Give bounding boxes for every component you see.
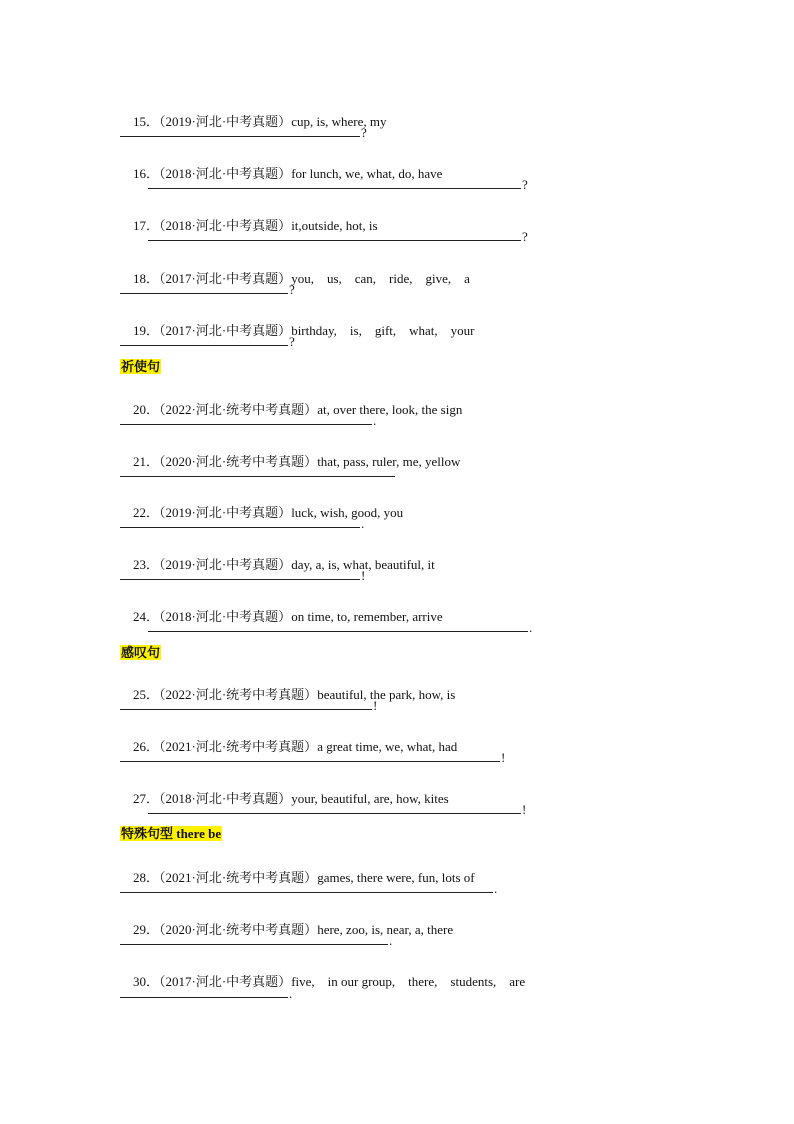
question-words: a great time, we, what, had xyxy=(317,739,458,754)
question-words: that, pass, ruler, me, yellow xyxy=(317,454,461,469)
question-words: cup, is, where, my xyxy=(291,114,387,129)
end-punctuation: . xyxy=(494,881,498,896)
answer-line-23[interactable] xyxy=(120,567,365,584)
end-punctuation: ? xyxy=(361,125,367,140)
heading-highlight: 祈使句 xyxy=(121,359,161,374)
question-source: （2021·河北·统考中考真题） xyxy=(159,739,318,754)
end-punctuation: ? xyxy=(289,282,295,297)
question-number: 20． xyxy=(133,402,160,417)
answer-line-15[interactable] xyxy=(120,124,367,141)
question-words: beautiful, the park, how, is xyxy=(317,687,456,702)
answer-blank[interactable] xyxy=(120,880,493,893)
question-source: （2019·河北·中考真题） xyxy=(159,505,292,520)
end-punctuation: ! xyxy=(501,750,506,765)
question-source: （2021·河北·统考中考真题） xyxy=(159,870,318,885)
question-source: （2019·河北·中考真题） xyxy=(159,114,292,129)
question-words: you, us, can, ride, give, a xyxy=(291,271,470,286)
answer-line-18[interactable] xyxy=(120,281,295,298)
answer-blank[interactable] xyxy=(120,464,395,477)
answer-blank[interactable] xyxy=(120,749,500,762)
section-heading-imperative xyxy=(120,358,161,375)
question-number: 28． xyxy=(133,870,160,885)
question-number: 27． xyxy=(133,791,160,806)
end-punctuation: ! xyxy=(522,802,527,817)
question-number: 17． xyxy=(133,218,160,233)
question-words: it,outside, hot, is xyxy=(291,218,378,233)
end-punctuation: . xyxy=(373,413,377,428)
answer-blank[interactable] xyxy=(120,985,288,998)
question-number: 26． xyxy=(133,739,160,754)
answer-line-27[interactable] xyxy=(148,801,526,818)
end-punctuation: . xyxy=(361,516,365,531)
heading-highlight: 特殊句型 there be xyxy=(121,826,222,841)
end-punctuation: ? xyxy=(522,177,528,192)
question-source: （2017·河北·中考真题） xyxy=(159,974,292,989)
question-source: （2018·河北·中考真题） xyxy=(159,218,292,233)
question-number: 30． xyxy=(133,974,160,989)
end-punctuation: ! xyxy=(361,568,366,583)
answer-line-30[interactable] xyxy=(120,985,292,1002)
answer-blank[interactable] xyxy=(148,801,521,814)
question-source: （2020·河北·统考中考真题） xyxy=(159,454,318,469)
answer-blank[interactable] xyxy=(148,619,528,632)
answer-line-16[interactable] xyxy=(148,176,528,193)
end-punctuation: . xyxy=(389,933,393,948)
question-words: your, beautiful, are, how, kites xyxy=(291,791,449,806)
question-source: （2017·河北·中考真题） xyxy=(159,271,292,286)
heading-highlight: 感叹句 xyxy=(121,645,161,660)
question-number: 29． xyxy=(133,922,160,937)
question-number: 16． xyxy=(133,166,160,181)
question-source: （2022·河北·统考中考真题） xyxy=(159,687,318,702)
question-words: luck, wish, good, you xyxy=(291,505,404,520)
answer-line-22[interactable] xyxy=(120,515,364,532)
answer-line-29[interactable] xyxy=(120,932,392,949)
question-number: 21． xyxy=(133,454,160,469)
question-number: 25． xyxy=(133,687,160,702)
question-number: 19． xyxy=(133,323,160,338)
question-words: at, over there, look, the sign xyxy=(317,402,463,417)
question-words: here, zoo, is, near, a, there xyxy=(317,922,454,937)
question-source: （2018·河北·中考真题） xyxy=(159,609,292,624)
question-number: 22． xyxy=(133,505,160,520)
answer-blank[interactable] xyxy=(120,333,288,346)
question-number: 23． xyxy=(133,557,160,572)
question-words: birthday, is, gift, what, your xyxy=(291,323,475,338)
section-heading-exclamatory xyxy=(120,644,161,661)
answer-line-20[interactable] xyxy=(120,412,376,429)
question-number: 24． xyxy=(133,609,160,624)
answer-line-24[interactable] xyxy=(148,619,532,636)
answer-line-28[interactable] xyxy=(120,880,497,897)
question-words: five, in our group, there, students, are xyxy=(291,974,526,989)
answer-blank[interactable] xyxy=(120,281,288,294)
question-words: on time, to, remember, arrive xyxy=(291,609,443,624)
question-source: （2022·河北·统考中考真题） xyxy=(159,402,318,417)
answer-blank[interactable] xyxy=(120,124,360,137)
end-punctuation: ? xyxy=(289,334,295,349)
answer-line-17[interactable] xyxy=(148,228,528,245)
question-source: （2017·河北·中考真题） xyxy=(159,323,292,338)
answer-blank[interactable] xyxy=(120,697,372,710)
question-source: （2018·河北·中考真题） xyxy=(159,791,292,806)
end-punctuation: ? xyxy=(522,229,528,244)
end-punctuation: . xyxy=(529,620,533,635)
answer-blank[interactable] xyxy=(120,932,388,945)
question-source: （2019·河北·中考真题） xyxy=(159,557,292,572)
question-number: 18． xyxy=(133,271,160,286)
answer-blank[interactable] xyxy=(148,176,521,189)
question-words: games, there were, fun, lots of xyxy=(317,870,475,885)
answer-blank[interactable] xyxy=(148,228,521,241)
question-source: （2020·河北·统考中考真题） xyxy=(159,922,318,937)
end-punctuation: . xyxy=(289,986,293,1001)
question-source: （2018·河北·中考真题） xyxy=(159,166,292,181)
end-punctuation: ! xyxy=(373,698,378,713)
answer-line-21[interactable] xyxy=(120,464,396,481)
answer-blank[interactable] xyxy=(120,515,360,528)
section-heading-there-be xyxy=(120,825,222,842)
answer-line-19[interactable] xyxy=(120,333,295,350)
question-number: 15． xyxy=(133,114,160,129)
answer-blank[interactable] xyxy=(120,567,360,580)
question-words: for lunch, we, what, do, have xyxy=(291,166,443,181)
question-words: day, a, is, what, beautiful, it xyxy=(291,557,435,572)
answer-blank[interactable] xyxy=(120,412,372,425)
answer-line-25[interactable] xyxy=(120,697,377,714)
answer-line-26[interactable] xyxy=(120,749,505,766)
